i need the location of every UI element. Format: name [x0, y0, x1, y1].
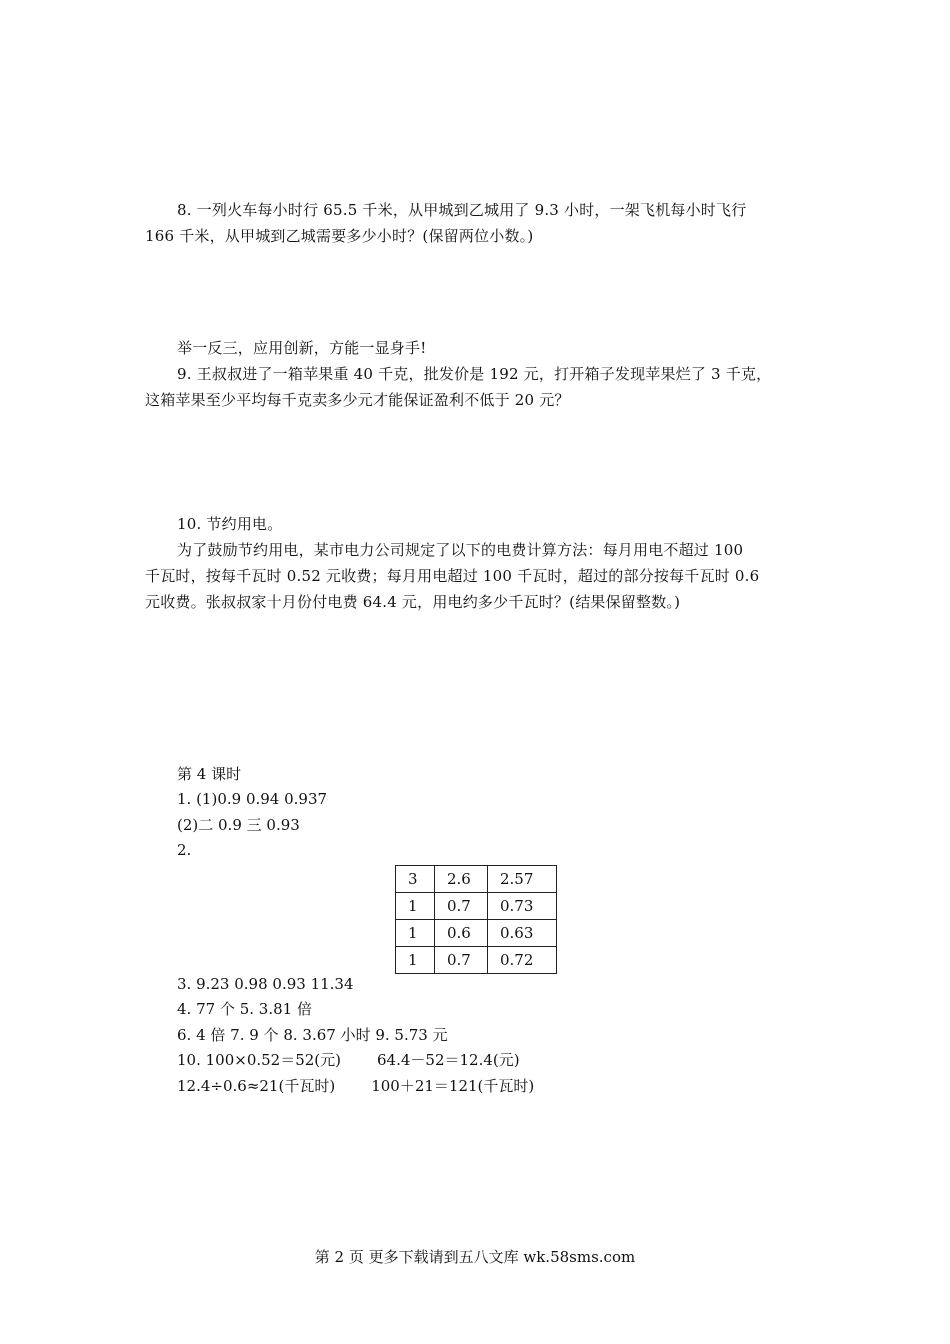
table-row [396, 947, 557, 974]
table-cell: 3 [396, 866, 435, 893]
question-8-line-2: 166 千米，从甲城到乙城需要多少小时？(保留两位小数。) [145, 227, 534, 245]
table-cell: 1 [396, 893, 435, 920]
question-10-line-2: 千瓦时，按每千瓦时 0.52 元收费；每月用电超过 100 千瓦时，超过的部分按每千瓦时 0.6 [145, 567, 760, 585]
table-cell: 0.63 [488, 920, 557, 947]
table-cell: 0.6 [435, 920, 488, 947]
answer-10-line-2 [177, 1074, 534, 1100]
table-cell: 1 [396, 920, 435, 947]
answer-10-calc-3: 12.4÷0.6≈21(千瓦时) [177, 1077, 336, 1095]
table-row [396, 893, 557, 920]
table-cell: 2.57 [488, 866, 557, 893]
question-8-line-1: 8. 一列火车每小时行 65.5 千米，从甲城到乙城用了 9.3 小时，一架飞机每小时飞行 [177, 201, 747, 219]
table-row [396, 866, 557, 893]
answer-3: 3. 9.23 0.98 0.93 11.34 [177, 975, 354, 993]
question-10-title: 10. 节约用电。 [177, 515, 283, 533]
answer-10-calc-1: 10. 100×0.52＝52(元) [177, 1051, 342, 1069]
answers-lesson-title: 第 4 课时 [177, 765, 242, 783]
page-footer: 第 2 页 更多下载请到五八文库 wk.58sms.com [314, 1248, 636, 1266]
answer-2-label: 2. [177, 841, 192, 859]
answer-6-9: 6. 4 倍 7. 9 个 8. 3.67 小时 9. 5.73 元 [177, 1026, 448, 1044]
answer-10-calc-4: 100＋21＝121(千瓦时) [371, 1077, 535, 1095]
answer-10-line-1 [177, 1048, 520, 1074]
question-10-line-1: 为了鼓励节约用电，某市电力公司规定了以下的电费计算方法：每月用电不超过 100 [177, 541, 744, 559]
answer-4-5: 4. 77 个 5. 3.81 倍 [177, 1000, 312, 1018]
table-cell: 2.6 [435, 866, 488, 893]
question-10 [145, 511, 810, 615]
answer-10-calc-2: 64.4－52＝12.4(元) [377, 1051, 520, 1069]
question-8 [145, 197, 810, 249]
table-cell: 0.73 [488, 893, 557, 920]
table-cell: 0.72 [488, 947, 557, 974]
answer-1-part-1: 1. (1)0.9 0.94 0.937 [177, 790, 328, 808]
section-heading: 举一反三，应用创新，方能一显身手! [177, 339, 427, 357]
table-cell: 0.7 [435, 893, 488, 920]
question-9-line-2: 这箱苹果至少平均每千克卖多少元才能保证盈利不低于 20 元？ [145, 391, 570, 409]
table-row [396, 920, 557, 947]
question-10-line-3: 元收费。张叔叔家十月份付电费 64.4 元，用电约多少千瓦时？(结果保留整数。) [145, 593, 681, 611]
table-cell: 1 [396, 947, 435, 974]
question-9-block [145, 335, 810, 413]
answer-2-table [395, 865, 557, 974]
table-cell: 0.7 [435, 947, 488, 974]
question-9-line-1: 9. 王叔叔进了一箱苹果重 40 千克，批发价是 192 元，打开箱子发现苹果烂了 3 千克， [177, 365, 772, 383]
answer-1-part-2: (2)二 0.9 三 0.93 [177, 816, 300, 834]
